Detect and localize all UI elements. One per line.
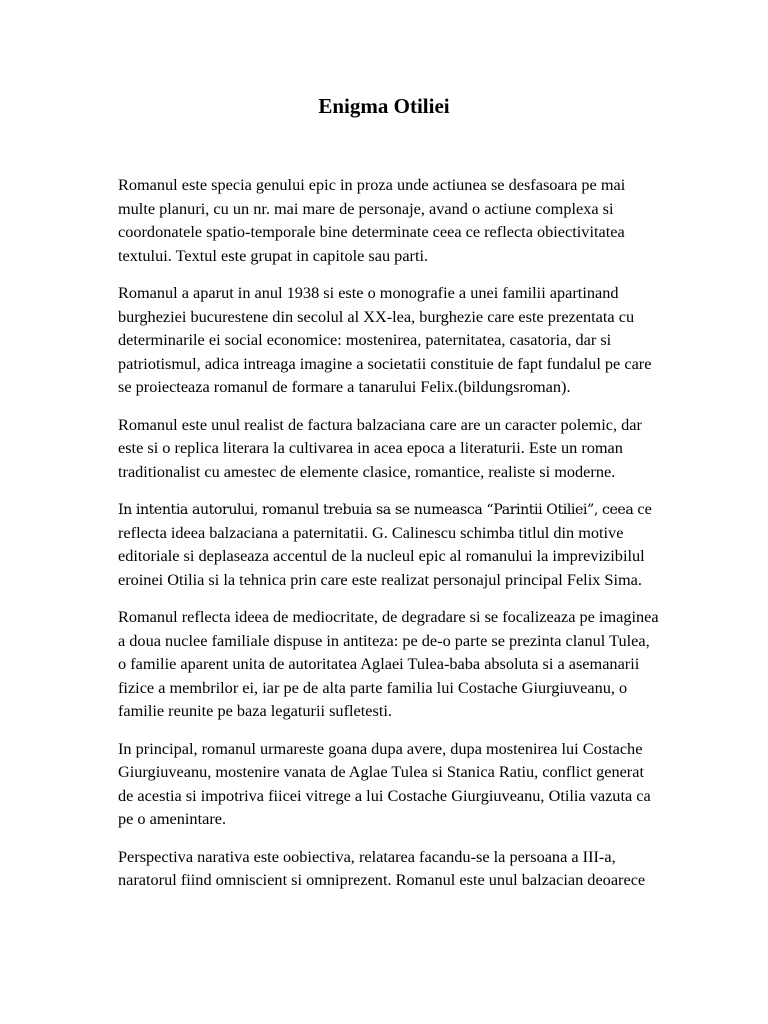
text-line: Perspectiva narativa este oobiectiva, relatarea facandu-se la persoana a III-a, <box>118 846 616 866</box>
paragraph-1 <box>118 173 678 267</box>
paragraph-5 <box>118 605 678 723</box>
document-body <box>118 173 678 906</box>
text-line: este si o replica literara la cultivarea in acea epoca a literaturii. Este un roman <box>118 438 623 457</box>
text-line: de acestia si impotriva fiicei vitrege a lui Costache Giurgiuveanu, Otilia vazuta ca <box>118 785 651 805</box>
text-line: eroinei Otilia si la tehnica prin care este realizat personajul principal Felix Sima. <box>118 569 642 589</box>
text-line: familie reunite pe baza legaturii sufletesti. <box>118 701 392 720</box>
text-line: multe planuri, cu un nr. mai mare de personaje, avand o actiune complexa si <box>118 198 614 218</box>
text-line: editoriale si deplaseaza accentul de la nucleul epic al romanului la imprevizibilul <box>118 546 645 565</box>
paragraph-2 <box>118 281 678 399</box>
text-line: patriotismul, adica intreaga imagine a societatii constituie de fapt fundalul pe care <box>118 353 652 373</box>
text-line: naratorul fiind omniscient si omniprezent. Romanul este unul balzacian deoarece <box>118 870 646 889</box>
text-line: textului. Textul este grupat in capitole sau parti. <box>118 245 429 265</box>
paragraph-4 <box>118 497 678 591</box>
text-line: determinarile ei social economice: mostenirea, paternitatea, casatoria, dar si <box>118 330 612 349</box>
text-line: Romanul reflecta ideea de mediocritate, de degradare si se focalizeaza pe imaginea <box>118 607 659 626</box>
text-line: In principal, romanul urmareste goana dupa avere, dupa mostenirea lui Costache <box>118 738 643 758</box>
text-line <box>118 497 678 521</box>
paragraph-6 <box>118 737 678 831</box>
text-line: a doua nuclee familiale dispuse in antiteza: pe de-o parte se prezinta clanul Tulea, <box>118 630 650 650</box>
paragraph-3 <box>118 413 678 484</box>
text-line: Romanul a aparut in anul 1938 si este o monografie a unei familii apartinand <box>118 283 619 302</box>
text-line: Giurgiuveanu, mostenire vanata de Aglae Tulea si Stanica Ratiu, conflict generat <box>118 762 644 781</box>
text-line: Romanul este unul realist de factura balzaciana care are un caracter polemic, dar <box>118 414 642 434</box>
text-line: coordonatele spatio-temporale bine determinate ceea ce reflecta obiectivitatea <box>118 222 625 241</box>
text-line: fizice a membrilor ei, iar pe de alta parte familia lui Costache Giurgiuveanu, o <box>118 677 628 697</box>
document-title: Enigma Otiliei <box>318 94 450 118</box>
text-alt-font-run: In intentia autorului, romanul trebuia sa se numeasca “Parintii Otiliei”, ceea <box>118 502 634 518</box>
text-run: ce <box>633 499 652 518</box>
text-line: o familie aparent unita de autoritatea Aglaei Tulea-baba absoluta si a asemanarii <box>118 654 640 673</box>
text-line: burgheziei bucurestene din secolul al XX-lea, burghezie care este prezentata cu <box>118 306 635 326</box>
text-line: traditionalist cu amestec de elemente clasice, romantice, realiste si moderne. <box>118 461 616 481</box>
text-line: reflecta ideea balzaciana a paternitatii. G. Calinescu schimba titlul din motive <box>118 522 624 542</box>
text-line: se proiecteaza romanul de formare a tanarului Felix.(bildungsroman). <box>118 377 571 396</box>
text-line: Romanul este specia genului epic in proza unde actiunea se desfasoara pe mai <box>118 175 626 194</box>
text-line: pe o amenintare. <box>118 809 227 828</box>
paragraph-7 <box>118 845 678 892</box>
